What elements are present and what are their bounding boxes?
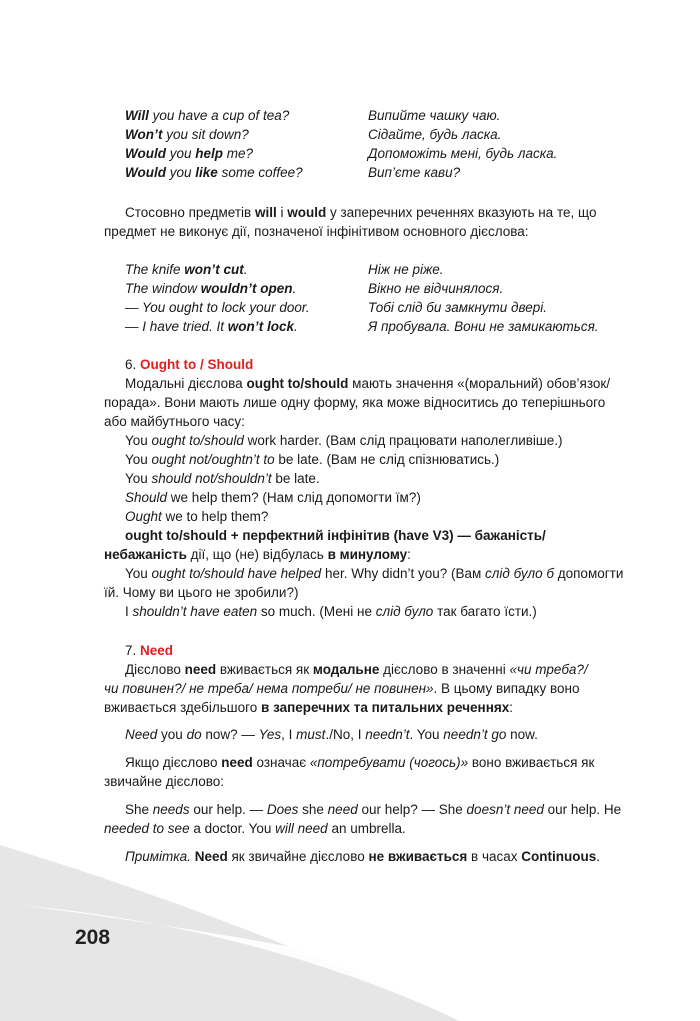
section-7-note: Примітка. Need як звичайне дієслово не вживається в часах Continuous. — [125, 849, 600, 864]
paragraph-line: предмет не виконує дії, позначеної інфінітивом основного дієслова: — [104, 224, 529, 239]
example-en-6: The window wouldn’t open. — [125, 281, 297, 296]
section-7-heading: 7. Need — [125, 643, 174, 658]
example-en-1: Will you have a cup of tea? — [125, 108, 290, 123]
section-6-heading: 6. Ought to / Should — [125, 357, 254, 372]
example-en-5: The knife won’t cut. — [125, 262, 248, 277]
example-uk-7: Тобі слід би замкнути двері. — [368, 300, 548, 315]
example-uk-5: Ніж не ріже. — [368, 262, 444, 277]
section-6-rule: ought to/should + перфектний інфінітив (have V3) — бажаність/ — [125, 528, 546, 543]
section-6-text: або майбутнього часу: — [104, 414, 245, 429]
section-6-example: You ought to/should work harder. (Вам слід працювати наполегливіше.) — [125, 433, 563, 448]
section-6-example: Should we help them? (Нам слід допомогти їм?) — [125, 490, 421, 505]
paragraph-line: Стосовно предметів will і would у заперечних реченнях вказують на те, що — [125, 205, 597, 220]
page-number: 208 — [75, 926, 111, 949]
gray-corner-band — [0, 845, 460, 1021]
section-6-example: You ought not/oughtn’t to be late. (Вам не слід спізнюватись.) — [125, 452, 500, 467]
section-6-example: I shouldn’t have eaten so much. (Мені не слід було так багато їсти.) — [125, 604, 537, 619]
example-en-2: Won’t you sit down? — [125, 127, 249, 142]
section-6-text: порада». Вони мають лише одну форму, яка може відноситись до теперішнього — [104, 395, 606, 410]
example-en-4: Would you like some coffee? — [125, 165, 303, 180]
section-6-example: Ought we to help them? — [125, 509, 269, 524]
example-uk-4: Вип’єте кави? — [368, 165, 461, 180]
example-uk-8: Я пробувала. Вони не замикаються. — [368, 319, 599, 334]
section-7-example: needed to see a doctor. You will need an umbrella. — [104, 821, 406, 836]
example-en-3: Would you help me? — [125, 146, 254, 161]
section-7-text: вживається здебільшого в заперечних та питальних реченнях: — [104, 700, 514, 715]
section-7-text: Дієслово need вживається як модальне дієслово в значенні «чи треба?/ — [125, 662, 588, 677]
example-uk-2: Сідайте, будь ласка. — [368, 127, 502, 142]
example-en-8: — I have tried. It won’t lock. — [125, 319, 298, 334]
section-7-example: Need you do now? — Yes, I must./No, I needn’t. You needn’t go now. — [125, 727, 538, 742]
example-uk-1: Випийте чашку чаю. — [368, 108, 501, 123]
section-6-text: Модальні дієслова ought to/should мають значення «(моральний) обов’язок/ — [125, 376, 611, 391]
example-uk-3: Допоможіть мені, будь ласка. — [368, 146, 558, 161]
section-6-example: You should not/shouldn’t be late. — [125, 471, 320, 486]
example-en-7: — You ought to lock your door. — [125, 300, 310, 315]
section-7-text: звичайне дієслово: — [104, 774, 225, 789]
section-7-text: чи повинен?/ не треба/ нема потреби/ не повинен». В цьому випадку воно — [104, 681, 580, 696]
section-7-example: She needs our help. — Does she need our help? — She doesn’t need our help. He — [125, 802, 622, 817]
section-6-rule: небажаність дії, що (не) відбулась в минулому: — [104, 547, 411, 562]
section-6-example: You ought to/should have helped her. Why didn’t you? (Вам слід було б допомогти — [125, 566, 624, 581]
section-6-example: їй. Чому ви цього не зробили?) — [104, 585, 299, 600]
section-7-text: Якщо дієслово need означає «потребувати (чогось)» воно вживається як — [125, 755, 595, 770]
example-uk-6: Вікно не відчинялося. — [368, 281, 504, 296]
